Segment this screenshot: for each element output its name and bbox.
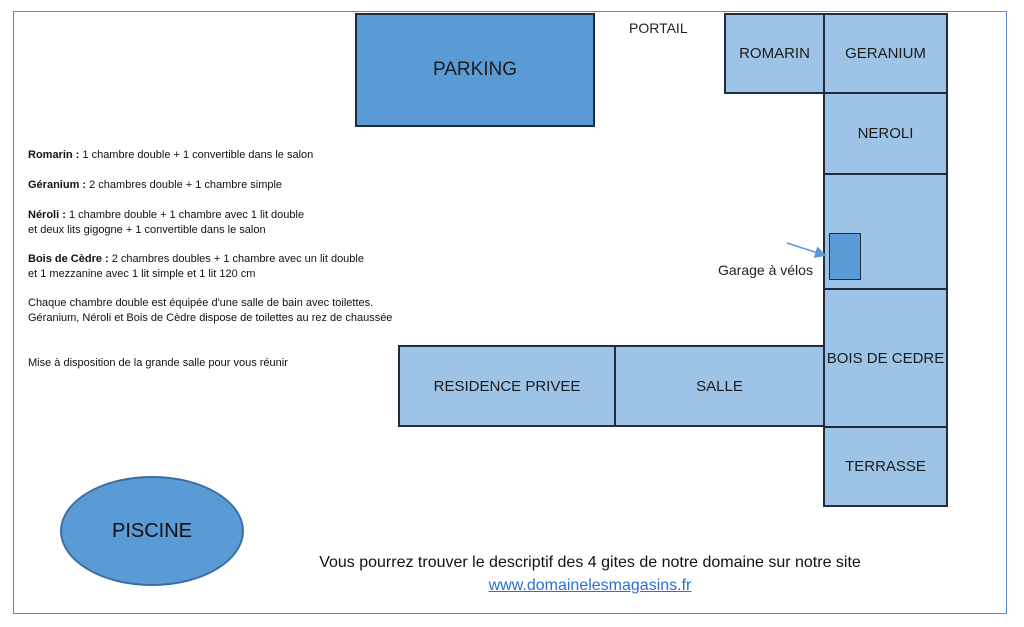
parking-label: PARKING (432, 59, 518, 80)
legend-bois-de-cedre (28, 252, 364, 282)
romarin-label: ROMARIN (739, 45, 810, 62)
legend-neroli (28, 208, 304, 238)
footer-link-row (290, 577, 890, 595)
piscine-label: PISCINE (111, 519, 193, 542)
legend-note-3: Mise à disposition de la grande salle pour vous réunir (28, 357, 288, 369)
legend-bois-de-cedre-name: Bois de Cèdre : (28, 253, 109, 265)
legend-geranium-desc: 2 chambres double + 1 chambre simple (86, 179, 283, 191)
legend-neroli-desc2: et deux lits gigogne + 1 convertible dans le salon (28, 224, 266, 236)
neroli-label: NEROLI (857, 125, 914, 142)
legend-notes (28, 296, 392, 326)
legend-note-2: Géranium, Néroli et Bois de Cèdre dispose de toilettes au rez de chaussée (28, 312, 393, 324)
legend-romarin-desc: 1 chambre double + 1 convertible dans le salon (79, 149, 314, 161)
website-link[interactable]: www.domainelesmagasins.fr (488, 577, 692, 594)
legend-note-1: Chaque chambre double est équipée d'une salle de bain avec toilettes. (28, 297, 374, 309)
residence-privee-label: RESIDENCE PRIVEE (433, 377, 581, 395)
bois-de-cedre-label: BOIS DE CEDRE (826, 349, 945, 367)
legend-geranium (28, 178, 282, 193)
legend-neroli-name: Néroli : (28, 209, 66, 221)
legend-romarin (28, 148, 313, 163)
geranium-label: GERANIUM (845, 45, 926, 62)
legend-bois-de-cedre-desc: 2 chambres doubles + 1 chambre avec un lit double (108, 253, 364, 265)
piscine-pool (60, 476, 244, 586)
legend-romarin-name: Romarin : (28, 149, 80, 161)
garage-velos-label: Garage à vélos (718, 262, 813, 278)
legend-geranium-name: Géranium : (28, 179, 87, 191)
terrasse-label: TERRASSE (845, 458, 926, 475)
portail-label: PORTAIL (629, 20, 688, 36)
legend-neroli-desc: 1 chambre double + 1 chambre avec 1 lit double (65, 209, 305, 221)
salle-label: SALLE (696, 377, 743, 395)
legend-bois-de-cedre-desc2: et 1 mezzanine avec 1 lit simple et 1 lit 120 cm (28, 268, 256, 280)
footer-text: Vous pourrez trouver le descriptif des 4 gites de notre domaine sur notre site (319, 554, 861, 571)
